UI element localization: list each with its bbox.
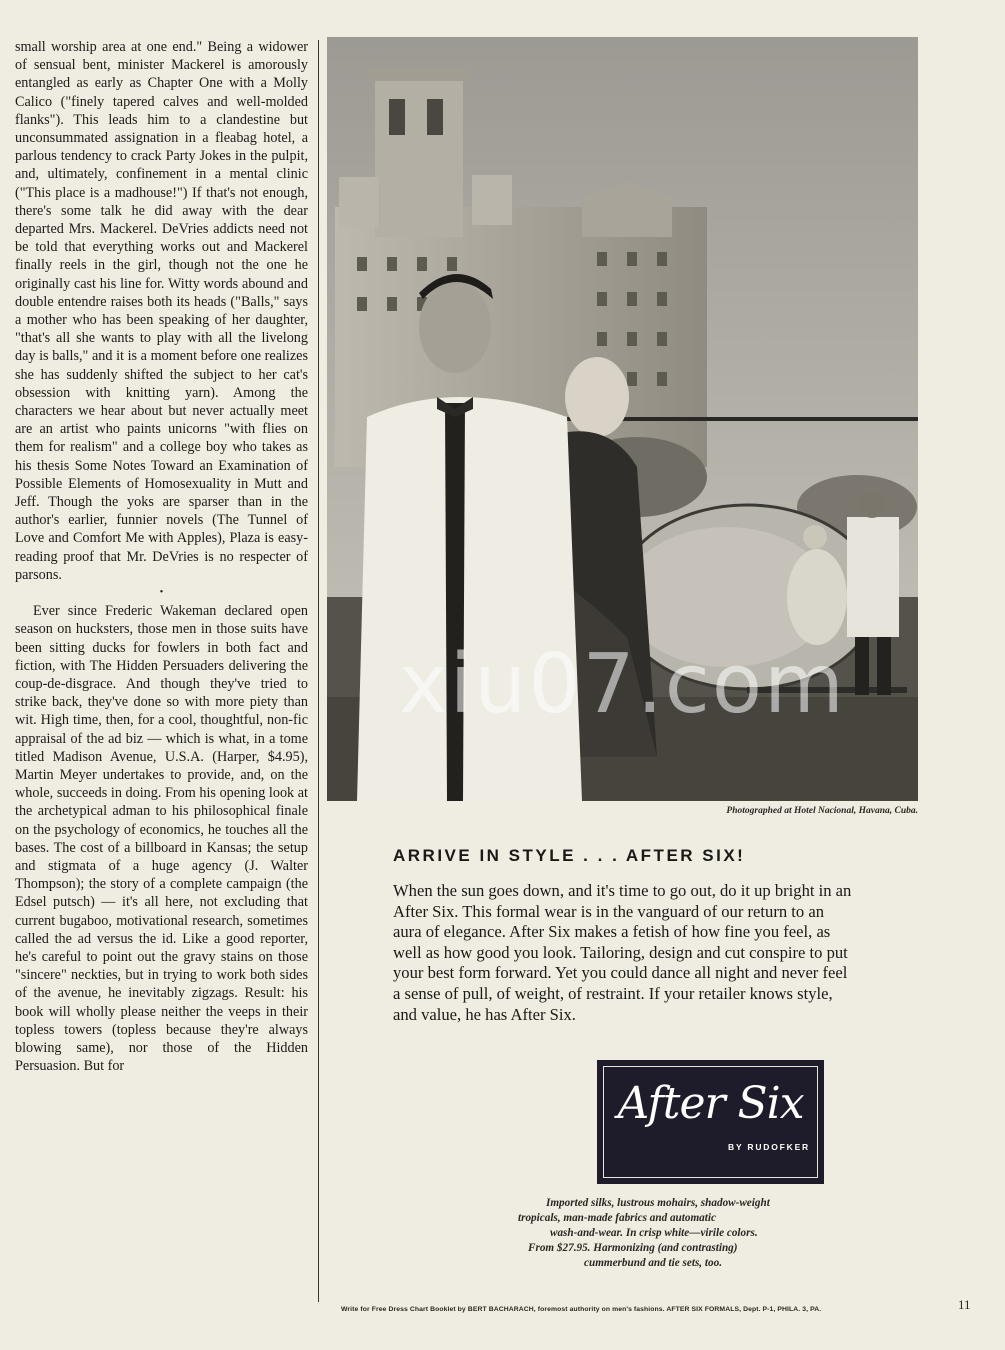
- section-bullet: •: [159, 587, 164, 599]
- product-details-line: wash-and-wear. In crisp white—virile colors.: [550, 1227, 758, 1239]
- watermark-text: xiu07.com: [399, 637, 846, 732]
- footer-offer: Write for Free Dress Chart Booklet by BERT BACHARACH, foremost authority on men's fashions. AFTER SIX FORMALS, Dept. P-1, PHILA. 3, PA.: [341, 1306, 822, 1313]
- product-details-line: tropicals, man-made fabrics and automatic: [518, 1212, 716, 1224]
- product-details-line: From $27.95. Harmonizing (and contrasting): [528, 1242, 738, 1254]
- after-six-logo: [597, 1060, 824, 1184]
- ad-headline: ARRIVE IN STYLE . . . AFTER SIX!: [393, 846, 746, 865]
- review-column: [15, 38, 308, 1075]
- ad-body-copy: When the sun goes down, and it's time to go out, do it up bright in an After Six. This formal wear is in the vanguard of our return to an aura of elegance. After Six makes a fetish of how fine you feel, as well as how good you look. Tailoring, design and cut conspire to put your best form forward. Yet you could dance all night and never feel a sense of pull, of weight, of restraint. If your retailer knows style, and value, he has After Six.: [393, 881, 852, 1024]
- ad-photograph: [327, 37, 918, 801]
- review-paragraph-2: Ever since Frederic Wakeman declared open season on hucksters, those men in those suits have been sitting ducks for fowlers in both fact and fiction, with The Hidden Persuaders delivering the coup-de-disgrace. And though they've tried to strike back, they've done so with more piety than wit. High time, then, for a cool, thoughtful, non-fic appraisal of the ad biz — which is what, in a tome titled Madison Avenue, U.S.A. (Harper, $4.95), Martin Meyer undertakes to provide, and, on the whole, succeeds in doing. From his opening look at the archetypical adman to his philosophical finale on the psychology of economics, he touches all the bases. The cost of a billboard in Kansas; the setup and stigmata of a huge agency (J. Walter Thompson); the story of a complete campaign (the Edsel putsch) — it's all here, not excluding that current bugaboo, motivational research, sometimes called the ad versus the id. Like a good reporter, he's careful to point out the gravy stains on those "sincere" neckties, but in trying to work both sides of the avenue, he inevitably zigzags. Result: his book will wholly please neither the veeps in their topless towers (topless because they're always blowing same), nor those of the Hidden Persuasion. But for: [15, 603, 308, 1075]
- column-divider: [318, 40, 319, 1302]
- product-details: [518, 1196, 868, 1271]
- product-details-line: cummerbund and tie sets, too.: [584, 1257, 722, 1269]
- review-paragraph-1: small worship area at one end." Being a widower of sensual bent, minister Mackerel is amorously entangled as early as Chapter One with a Molly Calico ("finely tapered calves and well-molded flanks"). This leads him to a clandestine but unconsummated assignation in a fleabag hotel, a parlous tendency to crack Party Jokes in the pulpit, and, ultimately, confinement in a mental clinic ("This place is a madhouse!") If that's not enough, there's some talk he did away with the dear departed Mrs. Mackerel. DeVries addicts need not be told that everything works out and Mackerel finally reels in the girl, though not the one he originally cast his line for. Witty words abound and double entendre raises both its heads ("Balls," says a mother who has been speaking of her daughter, "that's all she wants to play with all the livelong day is balls," and it is a moment before one realizes she has suddenly shifted the subject to her cat's obsession with knitting yarn). Among the characters we hear about but never actually meet are an artist who paints unicorns "with flies on them for realism" and a college boy who takes as his thesis Some Notes Toward an Examination of Possible Elements of Homosexuality in Mutt and Jeff. Though the yoks are sparser than in the author's earlier, funnier novels (The Tunnel of Love and Comfort Me with Apples), Plaza is easy-reading proof that Mr. DeVries is no respecter of parsons.: [15, 39, 308, 583]
- logo-subtitle: BY RUDOFKER: [728, 1142, 810, 1152]
- page-number: 11: [958, 1297, 971, 1312]
- logo-script: After Six: [617, 1078, 804, 1129]
- product-details-line: Imported silks, lustrous mohairs, shadow-weight: [546, 1197, 770, 1209]
- photo-credit: Photographed at Hotel Nacional, Havana, Cuba.: [726, 806, 918, 816]
